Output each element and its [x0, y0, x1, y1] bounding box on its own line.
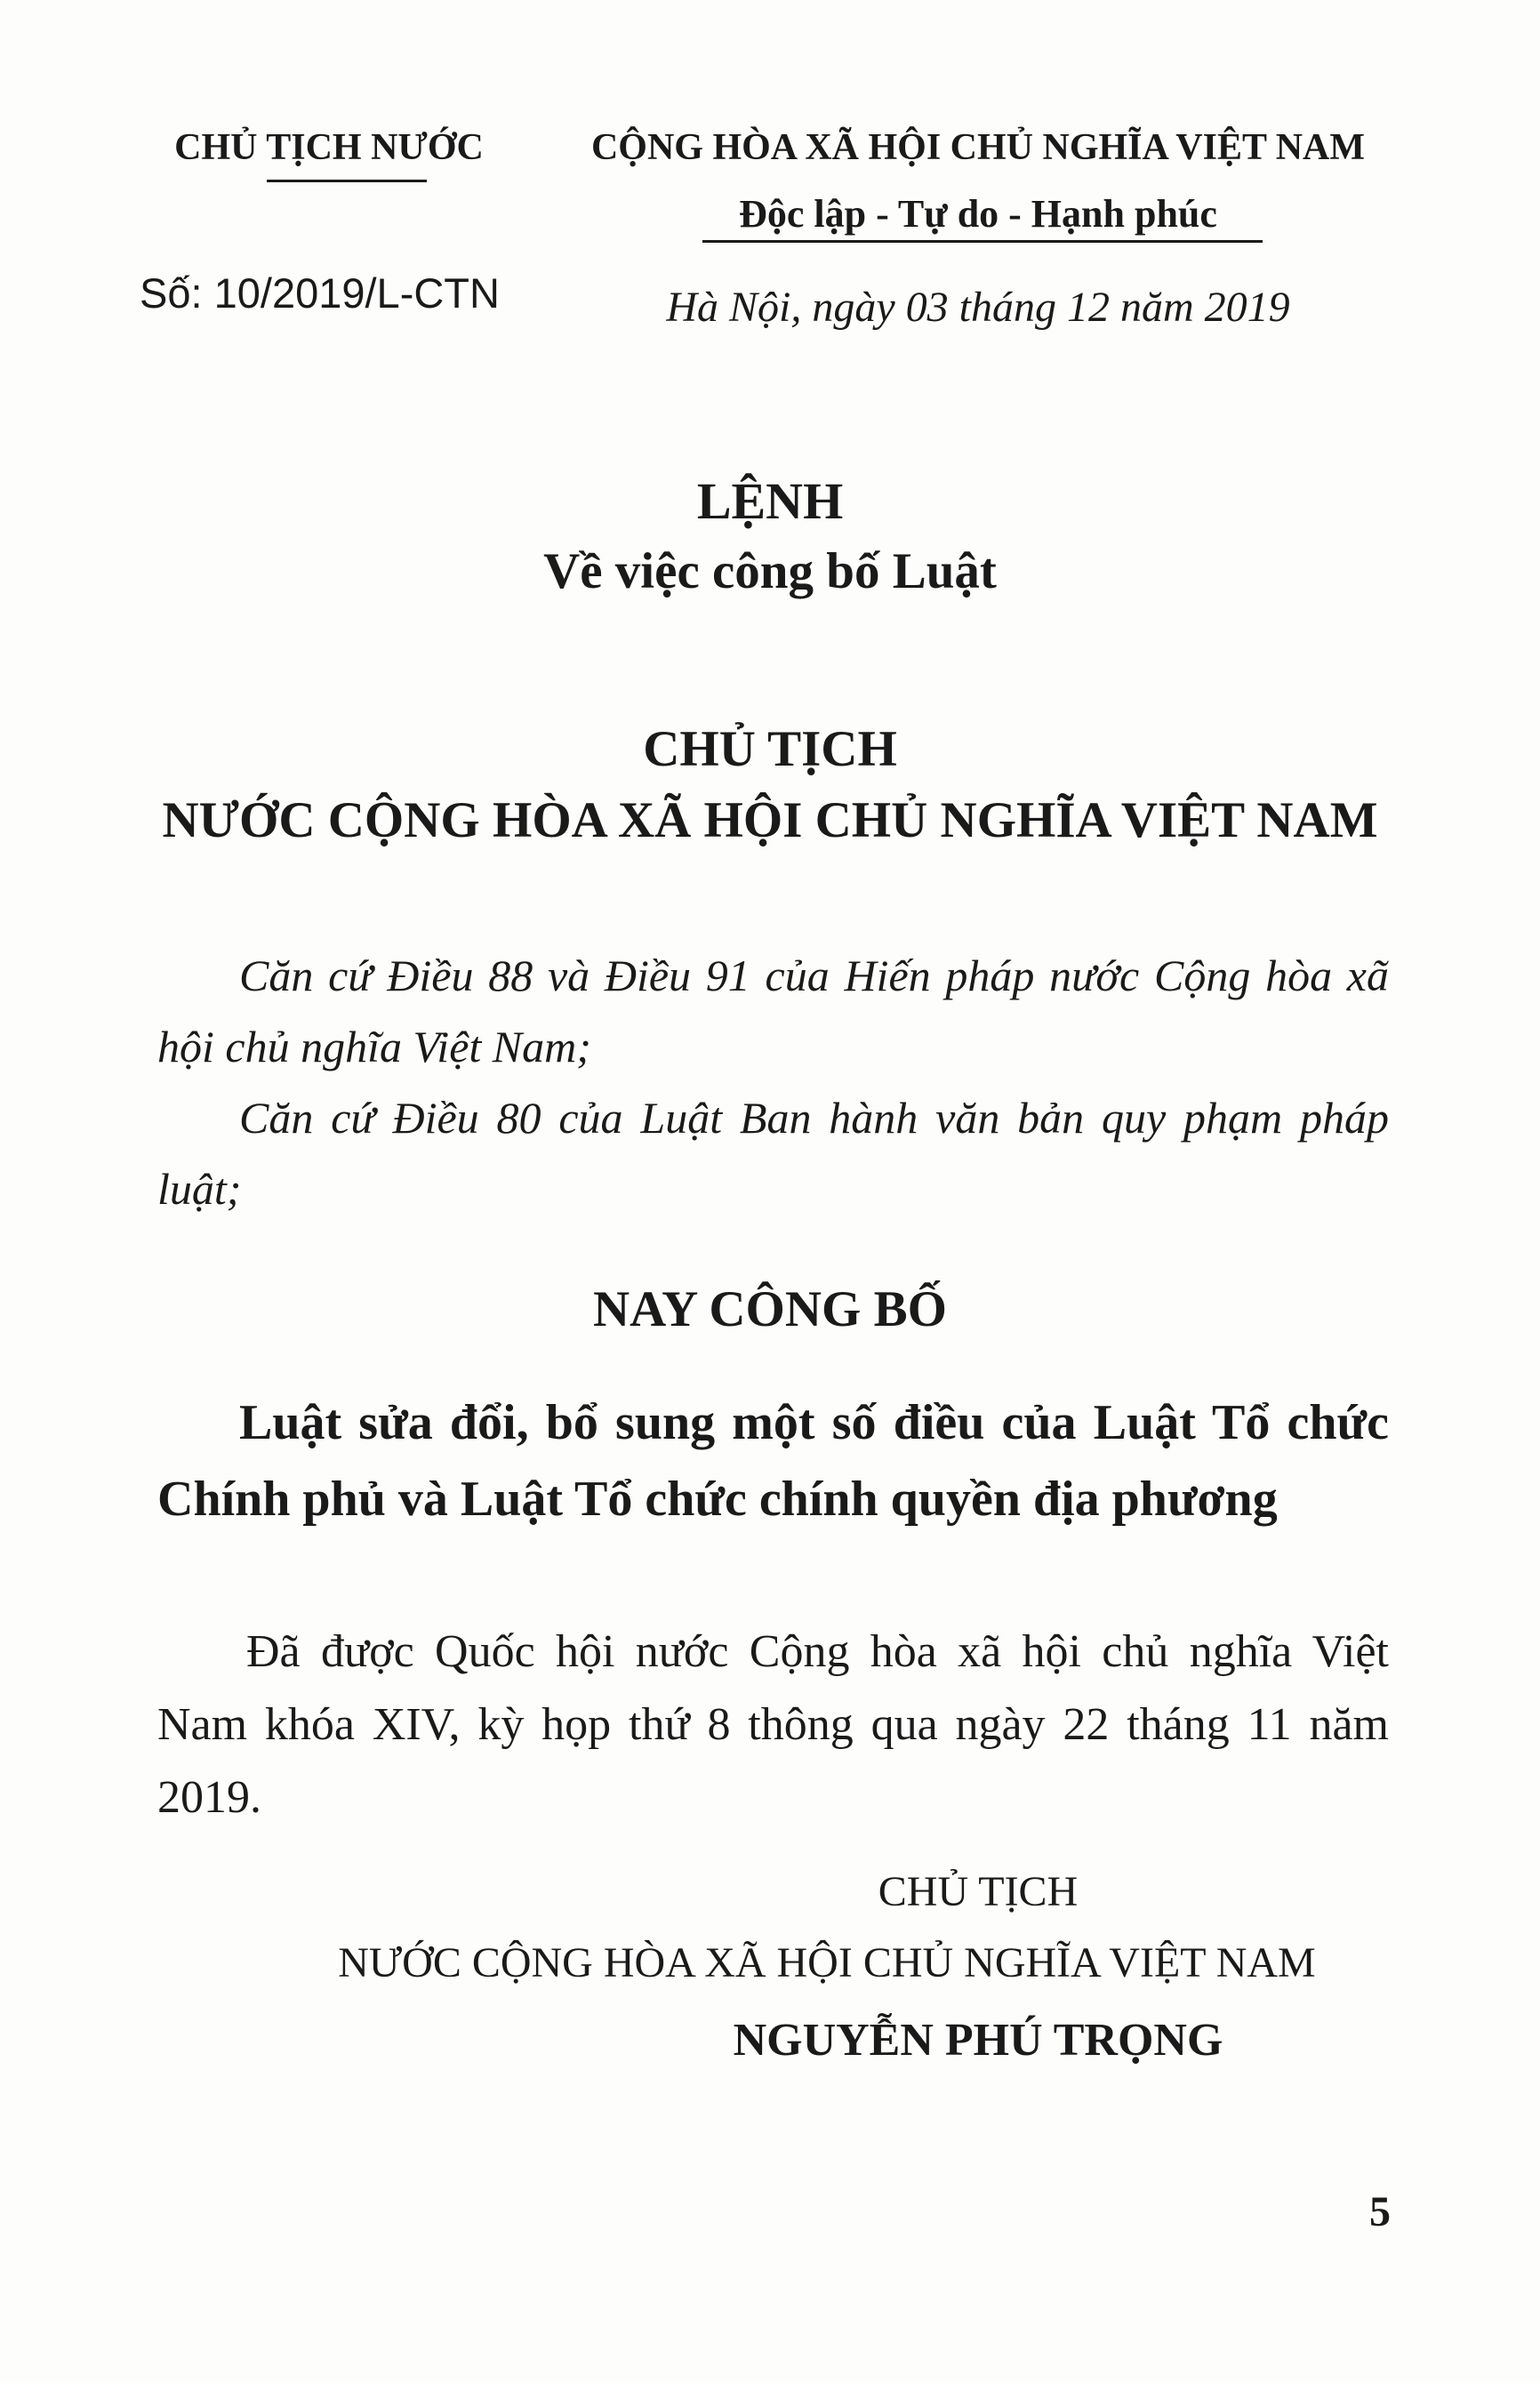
- signature-org: NƯỚC CỘNG HÒA XÃ HỘI CHỦ NGHĨA VIỆT NAM: [338, 1939, 1316, 1986]
- authority-title: CHỦ TỊCH: [643, 721, 897, 777]
- announcement-heading: NAY CÔNG BỐ: [593, 1281, 947, 1337]
- law-name: Luật sửa đổi, bổ sung một số điều của Luật Tổ chức Chính phủ và Luật Tổ chức chính quyền địa phương: [157, 1395, 1389, 1527]
- page-number: 5: [1369, 2188, 1391, 2235]
- signatory-name: NGUYỄN PHÚ TRỌNG: [733, 2015, 1223, 2066]
- motto: Độc lập - Tự do - Hạnh phúc: [739, 192, 1217, 236]
- basis-paragraph-2: Căn cứ Điều 80 của Luật Ban hành văn bản quy phạm pháp luật;: [157, 1093, 1389, 1214]
- issuer-heading: CHỦ TỊCH NƯỚC: [174, 127, 484, 168]
- document-number: Số: 10/2019/L-CTN: [140, 269, 500, 317]
- motto-underline: [702, 240, 1263, 243]
- authority-country: NƯỚC CỘNG HÒA XÃ HỘI CHỦ NGHĨA VIỆT NAM: [162, 792, 1378, 848]
- country-heading: CỘNG HÒA XÃ HỘI CHỦ NGHĨA VIỆT NAM: [590, 127, 1366, 168]
- document-subject: Về việc công bố Luật: [543, 543, 997, 599]
- basis-paragraph-1: Căn cứ Điều 88 và Điều 91 của Hiến pháp nước Cộng hòa xã hội chủ nghĩa Việt Nam;: [157, 951, 1389, 1071]
- date-line: Hà Nội, ngày 03 tháng 12 năm 2019: [666, 284, 1290, 331]
- issuer-underline: [267, 180, 427, 182]
- signature-title: CHỦ TỊCH: [878, 1868, 1079, 1915]
- document-type-title: LỆNH: [696, 472, 844, 530]
- passage-paragraph: Đã được Quốc hội nước Cộng hòa xã hội chủ nghĩa Việt Nam khóa XIV, kỳ họp thứ 8 thông qua ngày 22 tháng 11 năm 2019.: [157, 1626, 1389, 1823]
